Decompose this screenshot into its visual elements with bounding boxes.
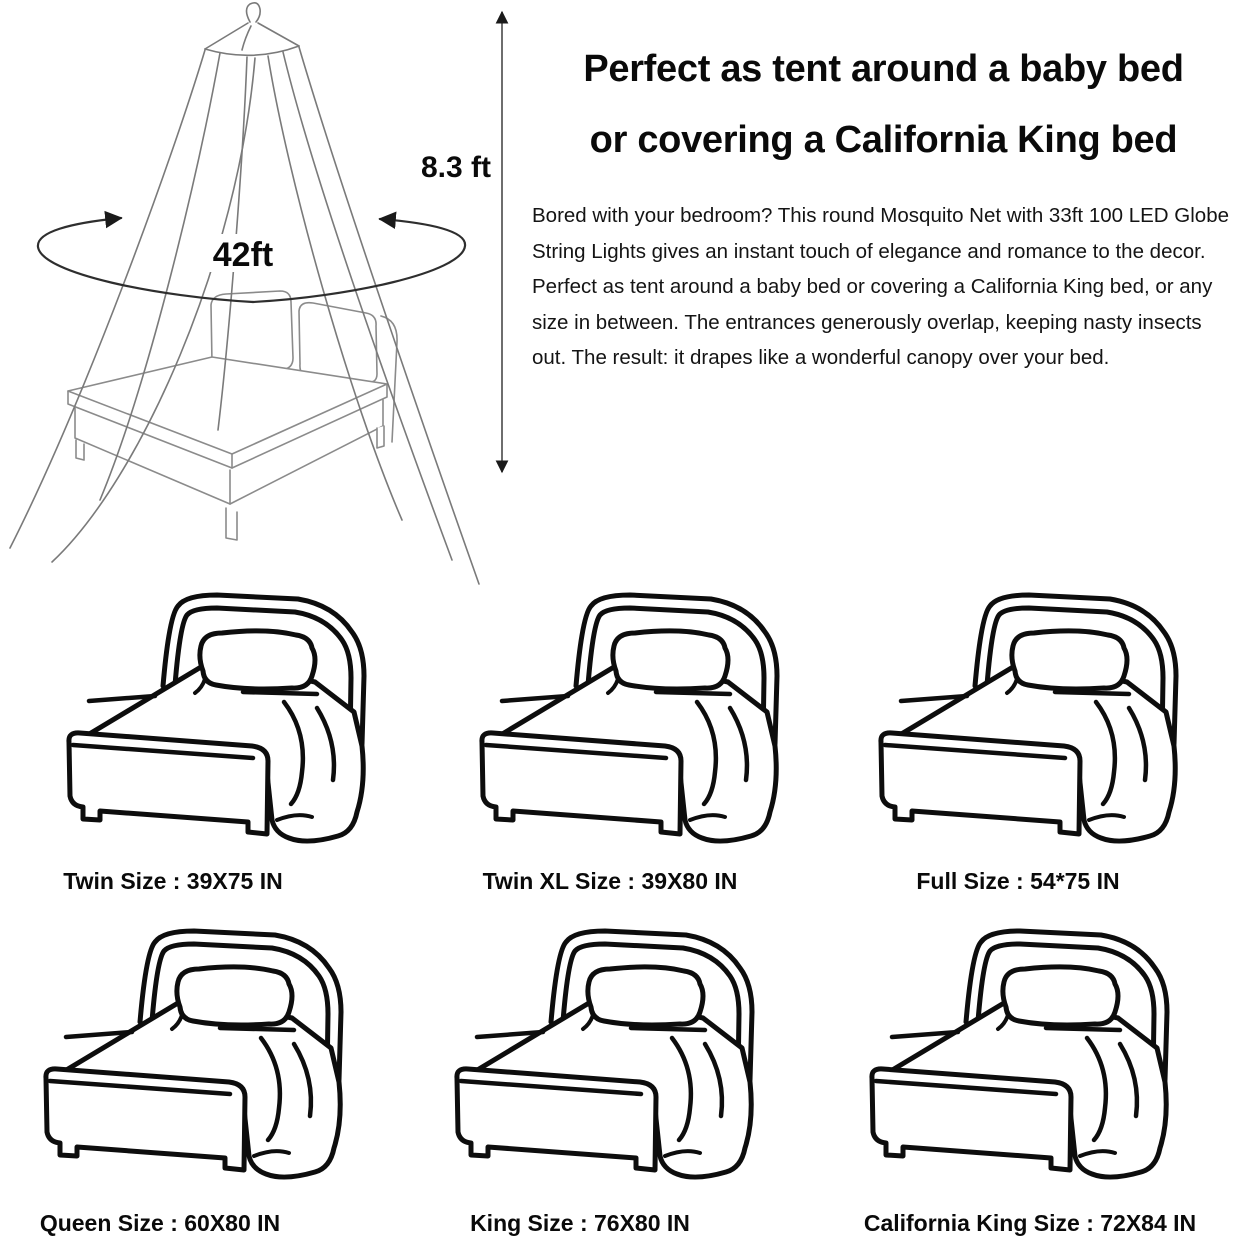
product-description: Bored with your bedroom? This round Mosquito Net with 33ft 100 LED Globe String Lights gives an instant touch of elegance and romance to the decor. Perfect as tent around a baby bed or covering a California King bed, or any size in between. The entrances generously overlap, keeping nasty insects out. The result: it drapes like a wonderful canopy over your bed. xyxy=(532,204,1229,369)
size-label-queen: Queen Size : 60X80 IN xyxy=(39,1210,281,1236)
headline xyxy=(532,34,1235,176)
size-label-california-king: California King Size : 72X84 IN xyxy=(863,1210,1197,1236)
bed-illustration-twin-xl xyxy=(468,582,798,857)
bed-illustration-king xyxy=(443,918,773,1193)
size-label-twin-xl: Twin XL Size : 39X80 IN xyxy=(482,868,738,894)
headline-line2: or covering a California King bed xyxy=(589,119,1178,161)
bed-illustration-twin xyxy=(55,582,385,857)
size-label-twin: Twin Size : 39X75 IN xyxy=(63,868,283,894)
size-label-full: Full Size : 54*75 IN xyxy=(916,868,1120,894)
circumference-label: 42ft xyxy=(212,236,274,274)
size-label-king: King Size : 76X80 IN xyxy=(470,1210,690,1236)
bed-under-canopy-illustration xyxy=(68,291,397,540)
headline-line1: Perfect as tent around a baby bed xyxy=(583,48,1184,90)
bed-illustration-queen xyxy=(32,918,362,1193)
bed-illustration-full xyxy=(867,582,1197,857)
bed-illustration-california-king xyxy=(858,918,1188,1193)
hero-text-block xyxy=(532,34,1235,376)
canopy-measurement-diagram xyxy=(0,0,530,600)
height-label: 8.3 ft xyxy=(420,151,491,184)
